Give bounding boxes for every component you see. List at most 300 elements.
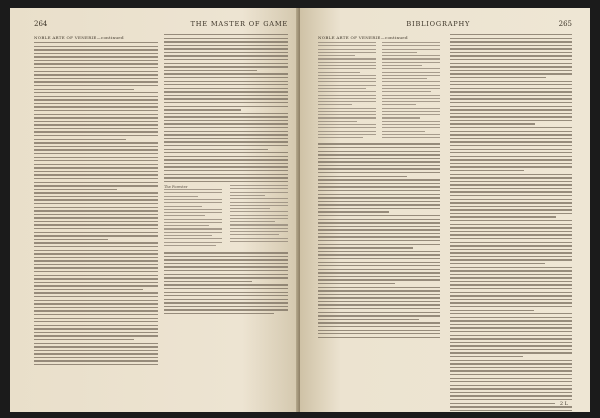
- text-line: [450, 120, 572, 121]
- text-line: [164, 166, 288, 167]
- text-line: [450, 152, 572, 153]
- text-line: [450, 274, 572, 275]
- text-line: [450, 242, 572, 243]
- text-line: [164, 145, 288, 146]
- text-line: [450, 149, 572, 150]
- text-line: [450, 170, 524, 171]
- text-line: [382, 127, 440, 128]
- text-line: [164, 302, 288, 303]
- text-line: [318, 226, 440, 227]
- text-line: [318, 201, 440, 202]
- text-line: [450, 184, 572, 185]
- text-line: [34, 246, 158, 247]
- text-line: [34, 328, 158, 329]
- text-line: [230, 224, 288, 225]
- text-block: [34, 42, 158, 365]
- text-line: [450, 356, 523, 357]
- text-line: [164, 152, 288, 153]
- text-line: [382, 101, 440, 102]
- text-line: [450, 84, 572, 85]
- text-line: [318, 233, 440, 234]
- text-line: [164, 177, 288, 178]
- text-line: [164, 84, 288, 85]
- text-line: [450, 127, 572, 128]
- text-line: [164, 228, 222, 229]
- text-line: [450, 109, 572, 110]
- text-line: [450, 259, 572, 260]
- text-line: [318, 52, 376, 53]
- text-line: [164, 299, 288, 300]
- text-line: [318, 236, 440, 237]
- text-line: [450, 220, 572, 221]
- text-line: [164, 199, 222, 200]
- text-line: [318, 326, 440, 327]
- text-line: [34, 89, 134, 90]
- text-line: [318, 165, 440, 166]
- text-line: [34, 103, 158, 104]
- text-line: [164, 206, 202, 207]
- text-line: [450, 216, 556, 217]
- text-line: [34, 278, 158, 279]
- text-line: [230, 202, 288, 203]
- text-line: [164, 235, 212, 236]
- text-line: [34, 300, 158, 301]
- text-line: [34, 221, 158, 222]
- text-line: [34, 142, 158, 143]
- text-line: [382, 68, 440, 69]
- text-line: [34, 343, 158, 344]
- text-line: [318, 176, 407, 177]
- text-line: [34, 74, 158, 75]
- text-line: [318, 240, 440, 241]
- text-line: [34, 117, 158, 118]
- right-column-1: [318, 34, 440, 412]
- text-line: [318, 276, 440, 277]
- text-line: [318, 101, 376, 102]
- text-line: [164, 63, 288, 64]
- text-line: [34, 71, 158, 72]
- text-line: [34, 310, 158, 311]
- text-line: [34, 353, 158, 354]
- text-line: [450, 238, 572, 239]
- text-line: [318, 55, 355, 56]
- text-line: [164, 263, 288, 264]
- text-line: [34, 174, 158, 175]
- text-line: [34, 357, 158, 358]
- text-line: [164, 55, 288, 56]
- text-line: [450, 98, 572, 99]
- text-line: [34, 303, 158, 304]
- text-line: [164, 120, 288, 121]
- text-line: [318, 204, 440, 205]
- text-line: [318, 215, 440, 216]
- text-line: [382, 108, 440, 109]
- running-head-title-right: BIBLIOGRAPHY: [406, 20, 471, 28]
- text-line: [382, 62, 440, 63]
- text-line: [34, 350, 158, 351]
- text-line: [164, 189, 222, 190]
- text-line: [164, 313, 274, 314]
- text-line: [318, 229, 440, 230]
- text-block: [450, 34, 572, 411]
- text-line: [34, 196, 158, 197]
- text-line: [450, 406, 572, 407]
- text-line: [34, 46, 158, 47]
- text-line: [450, 317, 572, 318]
- text-line: [318, 72, 360, 73]
- text-line: [34, 185, 158, 186]
- verse-block: [318, 42, 376, 140]
- text-line: [382, 88, 440, 89]
- text-line: [164, 138, 288, 139]
- text-line: [34, 360, 158, 361]
- text-line: [318, 190, 440, 191]
- text-line: [450, 270, 572, 271]
- text-line: [318, 127, 376, 128]
- text-line: [318, 78, 376, 79]
- text-line: [318, 91, 376, 92]
- text-line: [34, 314, 158, 315]
- text-line: [34, 167, 158, 168]
- text-line: [450, 38, 572, 39]
- text-line: [164, 174, 288, 175]
- text-line: [164, 38, 288, 39]
- text-line: [450, 95, 572, 96]
- text-line: [230, 192, 288, 193]
- text-line: [318, 114, 376, 115]
- text-line: [318, 42, 376, 43]
- text-line: [450, 134, 572, 135]
- text-line: [450, 367, 572, 368]
- text-line: [318, 98, 376, 99]
- text-line: [34, 339, 134, 340]
- text-block: [164, 34, 288, 182]
- section-title-right: NOBLE ARTE OF VENERIE—continued: [318, 35, 408, 40]
- text-line: [450, 352, 572, 353]
- text-line: [450, 91, 572, 92]
- text-line: [34, 282, 158, 283]
- text-line: [34, 224, 158, 225]
- text-line: [318, 143, 440, 144]
- text-line: [34, 199, 158, 200]
- text-line: [382, 45, 440, 46]
- text-line: [34, 96, 158, 97]
- text-line: [450, 177, 572, 178]
- text-line: [318, 49, 376, 50]
- text-line: [34, 275, 158, 276]
- text-line: [318, 194, 440, 195]
- text-line: [318, 62, 376, 63]
- text-line: [450, 256, 572, 257]
- text-line: [230, 215, 288, 216]
- text-line: [164, 245, 216, 246]
- text-line: [164, 284, 288, 285]
- text-line: [318, 208, 440, 209]
- text-line: [230, 185, 288, 186]
- text-line: [382, 131, 425, 132]
- text-line: [318, 262, 440, 263]
- text-line: [34, 121, 158, 122]
- text-line: [450, 52, 572, 53]
- text-line: [450, 292, 572, 293]
- text-line: [164, 252, 288, 253]
- text-line: [164, 156, 288, 157]
- text-line: [318, 290, 440, 291]
- page-number-left: 264: [34, 20, 48, 28]
- page-number-right: 265: [558, 20, 572, 28]
- text-line: [318, 179, 440, 180]
- text-line: [318, 269, 440, 270]
- text-line: [318, 294, 440, 295]
- text-line: [34, 178, 158, 179]
- text-line: [230, 221, 275, 222]
- text-line: [34, 264, 158, 265]
- text-line: [34, 63, 158, 64]
- verse-inset: [164, 185, 288, 248]
- text-line: [164, 52, 288, 53]
- text-line: [318, 265, 440, 266]
- text-line: [318, 154, 440, 155]
- right-column-2: [450, 34, 572, 412]
- text-line: [318, 297, 440, 298]
- verse-inset: [318, 42, 440, 140]
- text-line: [450, 141, 572, 142]
- text-line: [34, 53, 158, 54]
- text-line: [34, 146, 158, 147]
- text-line: [318, 254, 440, 255]
- text-line: [230, 238, 288, 239]
- text-line: [450, 385, 572, 386]
- text-line: [164, 77, 288, 78]
- text-line: [34, 139, 126, 140]
- text-line: [230, 208, 270, 209]
- text-block: [318, 143, 440, 338]
- text-line: [450, 335, 572, 336]
- left-column-1: [34, 34, 158, 368]
- text-line: [164, 73, 288, 74]
- text-line: [34, 250, 158, 251]
- text-line: [450, 395, 572, 396]
- text-line: [34, 318, 158, 319]
- text-line: [34, 296, 158, 297]
- text-line: [318, 75, 376, 76]
- text-line: [34, 171, 158, 172]
- text-line: [318, 172, 440, 173]
- text-line: [34, 106, 158, 107]
- text-line: [34, 128, 158, 129]
- text-line: [318, 244, 440, 245]
- text-line: [164, 274, 288, 275]
- text-line: [450, 331, 572, 332]
- text-line: [164, 159, 288, 160]
- text-line: [318, 65, 376, 66]
- text-line: [164, 66, 288, 67]
- text-line: [450, 63, 572, 64]
- text-line: [318, 186, 440, 187]
- text-line: [34, 49, 158, 50]
- text-line: [164, 134, 288, 135]
- text-line: [164, 242, 222, 243]
- text-line: [34, 99, 158, 100]
- text-line: [450, 55, 572, 56]
- text-line: [382, 104, 416, 105]
- inset-heading: The Forester: [164, 185, 188, 190]
- text-line: [164, 95, 288, 96]
- text-line: [34, 157, 158, 158]
- text-line: [450, 403, 555, 404]
- text-line: [230, 241, 288, 242]
- text-line: [34, 217, 158, 218]
- text-line: [450, 206, 572, 207]
- text-line: [450, 410, 572, 411]
- text-line: [34, 149, 158, 150]
- text-line: [164, 163, 288, 164]
- text-line: [164, 48, 288, 49]
- text-line: [318, 337, 440, 338]
- text-line: [318, 333, 440, 334]
- text-line: [450, 174, 572, 175]
- text-line: [450, 295, 572, 296]
- text-line: [318, 117, 376, 118]
- text-line: [318, 124, 376, 125]
- text-line: [34, 210, 158, 211]
- text-line: [450, 195, 572, 196]
- text-line: [450, 370, 572, 371]
- text-line: [164, 238, 222, 239]
- text-line: [450, 116, 572, 117]
- text-line: [34, 110, 158, 111]
- text-line: [318, 68, 376, 69]
- text-line: [382, 58, 440, 59]
- text-line: [34, 114, 158, 115]
- text-line: [318, 134, 376, 135]
- text-line: [450, 106, 572, 107]
- text-line: [450, 360, 572, 361]
- text-line: [34, 253, 158, 254]
- text-line: [450, 310, 534, 311]
- text-line: [382, 117, 420, 118]
- text-line: [450, 102, 572, 103]
- text-line: [34, 257, 158, 258]
- text-line: [382, 124, 440, 125]
- text-line: [318, 287, 440, 288]
- text-line: [450, 70, 572, 71]
- text-line: [450, 234, 572, 235]
- text-line: [450, 388, 572, 389]
- text-line: [450, 156, 572, 157]
- text-line: [450, 213, 572, 214]
- text-line: [318, 95, 376, 96]
- text-line: [450, 281, 572, 282]
- text-line: [318, 279, 440, 280]
- text-line: [34, 153, 158, 154]
- text-line: [450, 288, 572, 289]
- text-line: [164, 192, 222, 193]
- text-line: [318, 151, 440, 152]
- text-line: [450, 277, 572, 278]
- text-line: [34, 346, 158, 347]
- text-line: [34, 182, 158, 183]
- text-line: [318, 330, 440, 331]
- text-line: [450, 299, 572, 300]
- text-line: [164, 309, 288, 310]
- text-line: [382, 134, 440, 135]
- text-line: [164, 123, 288, 124]
- text-line: [318, 258, 440, 259]
- text-line: [450, 342, 572, 343]
- text-line: [164, 225, 209, 226]
- text-line: [34, 364, 158, 365]
- text-line: [318, 121, 357, 122]
- text-line: [318, 308, 440, 309]
- text-line: [450, 284, 572, 285]
- text-line: [164, 81, 288, 82]
- text-line: [164, 256, 288, 257]
- text-line: [318, 247, 413, 248]
- text-line: [34, 235, 158, 236]
- text-line: [34, 160, 158, 161]
- text-line: [450, 113, 572, 114]
- text-line: [318, 85, 376, 86]
- left-column-2: [164, 34, 288, 368]
- text-line: [318, 168, 440, 169]
- text-line: [450, 202, 572, 203]
- text-line: [382, 111, 440, 112]
- text-line: [450, 349, 572, 350]
- text-line: [382, 75, 440, 76]
- text-line: [450, 138, 572, 139]
- text-line: [450, 327, 572, 328]
- open-book: [10, 8, 590, 412]
- text-line: [450, 123, 535, 124]
- text-line: [164, 181, 288, 182]
- text-line: [34, 189, 117, 190]
- text-line: [164, 266, 288, 267]
- text-line: [164, 295, 288, 296]
- text-line: [34, 292, 158, 293]
- text-line: [164, 196, 198, 197]
- text-line: [34, 242, 158, 243]
- text-line: [164, 109, 241, 110]
- text-line: [230, 195, 265, 196]
- text-line: [382, 42, 440, 43]
- text-line: [450, 88, 572, 89]
- text-line: [318, 322, 440, 323]
- text-line: [164, 277, 288, 278]
- text-line: [450, 363, 572, 364]
- text-line: [164, 270, 288, 271]
- text-line: [450, 374, 572, 375]
- text-line: [34, 285, 158, 286]
- verse-block: [382, 42, 440, 140]
- text-line: [318, 147, 440, 148]
- text-line: [34, 207, 158, 208]
- text-line: [382, 55, 440, 56]
- text-line: [450, 159, 572, 160]
- text-line: [318, 222, 440, 223]
- text-line: [450, 166, 572, 167]
- text-line: [164, 215, 205, 216]
- text-line: [450, 263, 545, 264]
- text-line: [382, 121, 440, 122]
- text-line: [318, 108, 376, 109]
- text-line: [34, 164, 158, 165]
- text-line: [318, 45, 376, 46]
- text-line: [382, 78, 427, 79]
- text-line: [318, 315, 440, 316]
- text-line: [450, 252, 572, 253]
- text-line: [164, 34, 288, 35]
